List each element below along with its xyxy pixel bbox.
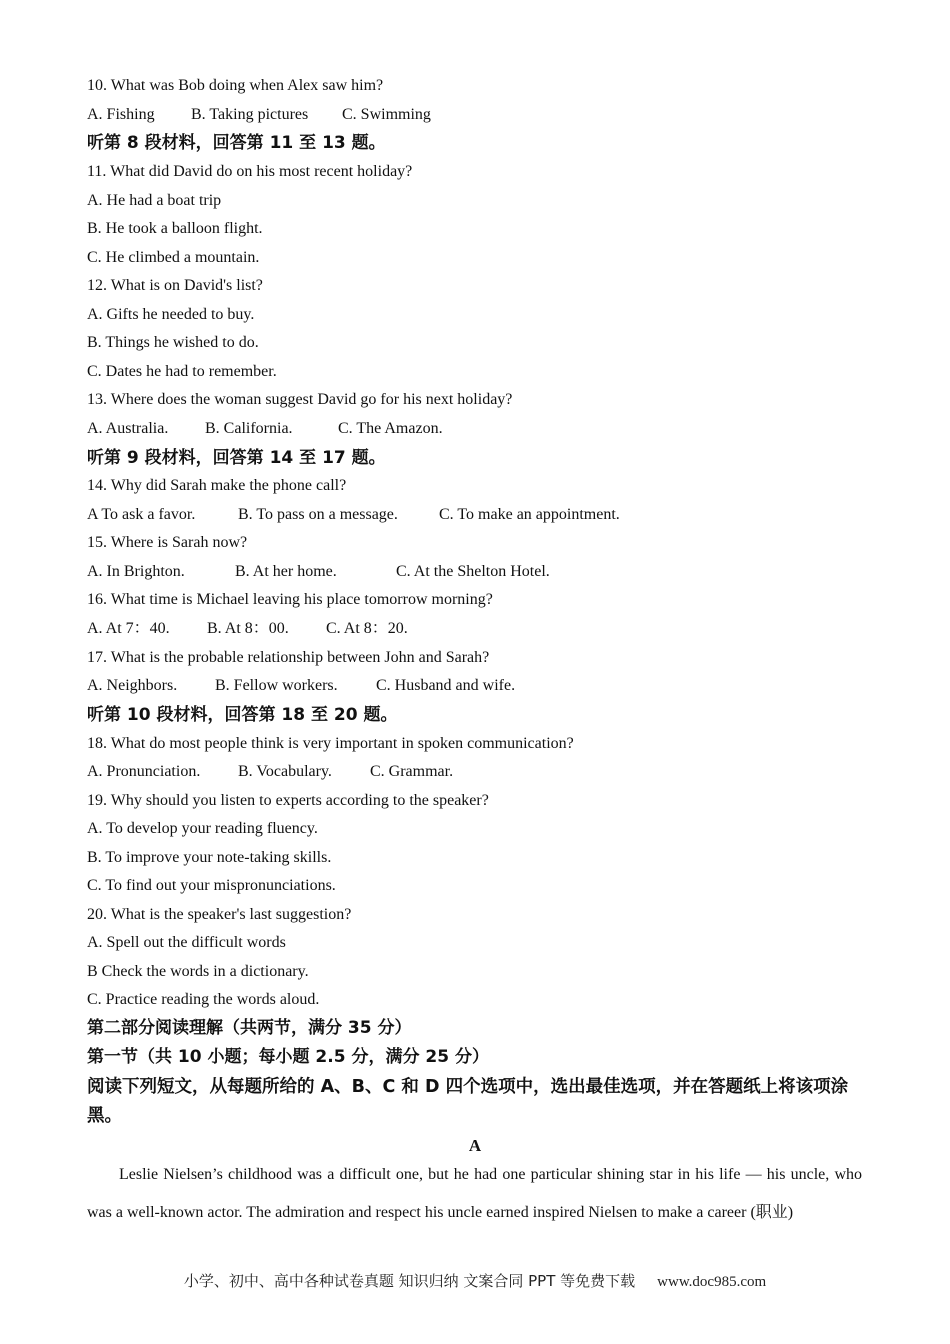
- part-2-heading: 第二部分阅读理解（共两节，满分 35 分）: [87, 1018, 412, 1038]
- option-b: B. Vocabulary.: [238, 763, 332, 780]
- page-footer: [0, 1270, 950, 1291]
- question-11-option-b: B. He took a balloon flight.: [87, 220, 263, 237]
- option-a: A. Australia.: [87, 420, 169, 437]
- passage-paragraph: Leslie Nielsen’s childhood was a difficult one, but he had one particular shining star in his life — his uncle, who was a well-known actor. The admiration and respect his uncle earned inspired Nielsen to make a career (职业): [87, 1166, 862, 1221]
- reading-instruction: 阅读下列短文，从每题所给的 A、B、C 和 D 四个选项中，选出最佳选项，并在答题纸上将该项涂黑。: [87, 1077, 849, 1126]
- option-c: C. Grammar.: [370, 763, 454, 780]
- option-a: A. At 7：40.: [87, 620, 170, 637]
- question-20-option-b: B Check the words in a dictionary.: [87, 963, 309, 980]
- question-16: 16. What time is Michael leaving his place tomorrow morning?: [87, 591, 493, 608]
- section-1-heading: 第一节（共 10 小题；每小题 2.5 分，满分 25 分）: [87, 1047, 489, 1067]
- question-12-option-c: C. Dates he had to remember.: [87, 363, 277, 380]
- option-b: B. At her home.: [235, 563, 337, 580]
- option-c: C. Husband and wife.: [376, 677, 516, 694]
- question-18-options: [87, 762, 453, 782]
- question-11-option-c: C. He climbed a mountain.: [87, 249, 260, 266]
- question-16-options: [87, 619, 408, 639]
- section-8-heading: 听第 8 段材料，回答第 11 至 13 题。: [87, 133, 386, 153]
- question-15-options: [87, 562, 550, 582]
- question-19-option-c: C. To find out your mispronunciations.: [87, 877, 336, 894]
- option-b: B. At 8：00.: [207, 620, 289, 637]
- question-19-option-a: A. To develop your reading fluency.: [87, 820, 318, 837]
- question-20-option-c: C. Practice reading the words aloud.: [87, 991, 320, 1008]
- option-c: C. At 8：20.: [326, 620, 408, 637]
- question-12-option-a: A. Gifts he needed to buy.: [87, 306, 255, 323]
- question-14-options: [87, 505, 620, 525]
- section-10-heading: 听第 10 段材料，回答第 18 至 20 题。: [87, 705, 398, 725]
- footer-url[interactable]: www.doc985.com: [657, 1274, 767, 1290]
- option-c: C. To make an appointment.: [439, 506, 620, 523]
- question-18: 18. What do most people think is very important in spoken communication?: [87, 735, 574, 752]
- option-b: B. Taking pictures: [191, 106, 309, 123]
- option-a: A. In Brighton.: [87, 563, 185, 580]
- question-14: 14. Why did Sarah make the phone call?: [87, 477, 347, 494]
- option-b: B. To pass on a message.: [238, 506, 398, 523]
- question-19-option-b: B. To improve your note-taking skills.: [87, 849, 332, 866]
- question-19: 19. Why should you listen to experts according to the speaker?: [87, 792, 489, 809]
- option-b: B. California.: [205, 420, 293, 437]
- option-a: A. Pronunciation.: [87, 763, 201, 780]
- section-9-heading: 听第 9 段材料，回答第 14 至 17 题。: [87, 448, 386, 468]
- option-c: C. Swimming: [342, 106, 431, 123]
- footer-text: 小学、初中、高中各种试卷真题 知识归纳 文案合同 PPT 等免费下载: [183, 1272, 636, 1290]
- passage-title: A: [468, 1136, 482, 1155]
- question-20: 20. What is the speaker's last suggestion?: [87, 906, 352, 923]
- question-15: 15. Where is Sarah now?: [87, 534, 248, 551]
- question-20-option-a: A. Spell out the difficult words: [87, 934, 286, 951]
- question-10-options: [87, 105, 431, 125]
- question-12-option-b: B. Things he wished to do.: [87, 334, 259, 351]
- question-11-option-a: A. He had a boat trip: [87, 192, 222, 209]
- question-13-options: [87, 419, 443, 439]
- question-10: 10. What was Bob doing when Alex saw him?: [87, 77, 384, 94]
- question-17: 17. What is the probable relationship between John and Sarah?: [87, 649, 490, 666]
- option-c: C. The Amazon.: [338, 420, 443, 437]
- question-12: 12. What is on David's list?: [87, 277, 263, 294]
- option-a: A To ask a favor.: [87, 506, 196, 523]
- option-a: A. Neighbors.: [87, 677, 178, 694]
- question-13: 13. Where does the woman suggest David go for his next holiday?: [87, 391, 513, 408]
- question-17-options: [87, 676, 515, 696]
- option-a: A. Fishing: [87, 106, 155, 123]
- option-b: B. Fellow workers.: [215, 677, 338, 694]
- option-c: C. At the Shelton Hotel.: [396, 563, 550, 580]
- question-11: 11. What did David do on his most recent holiday?: [87, 163, 413, 180]
